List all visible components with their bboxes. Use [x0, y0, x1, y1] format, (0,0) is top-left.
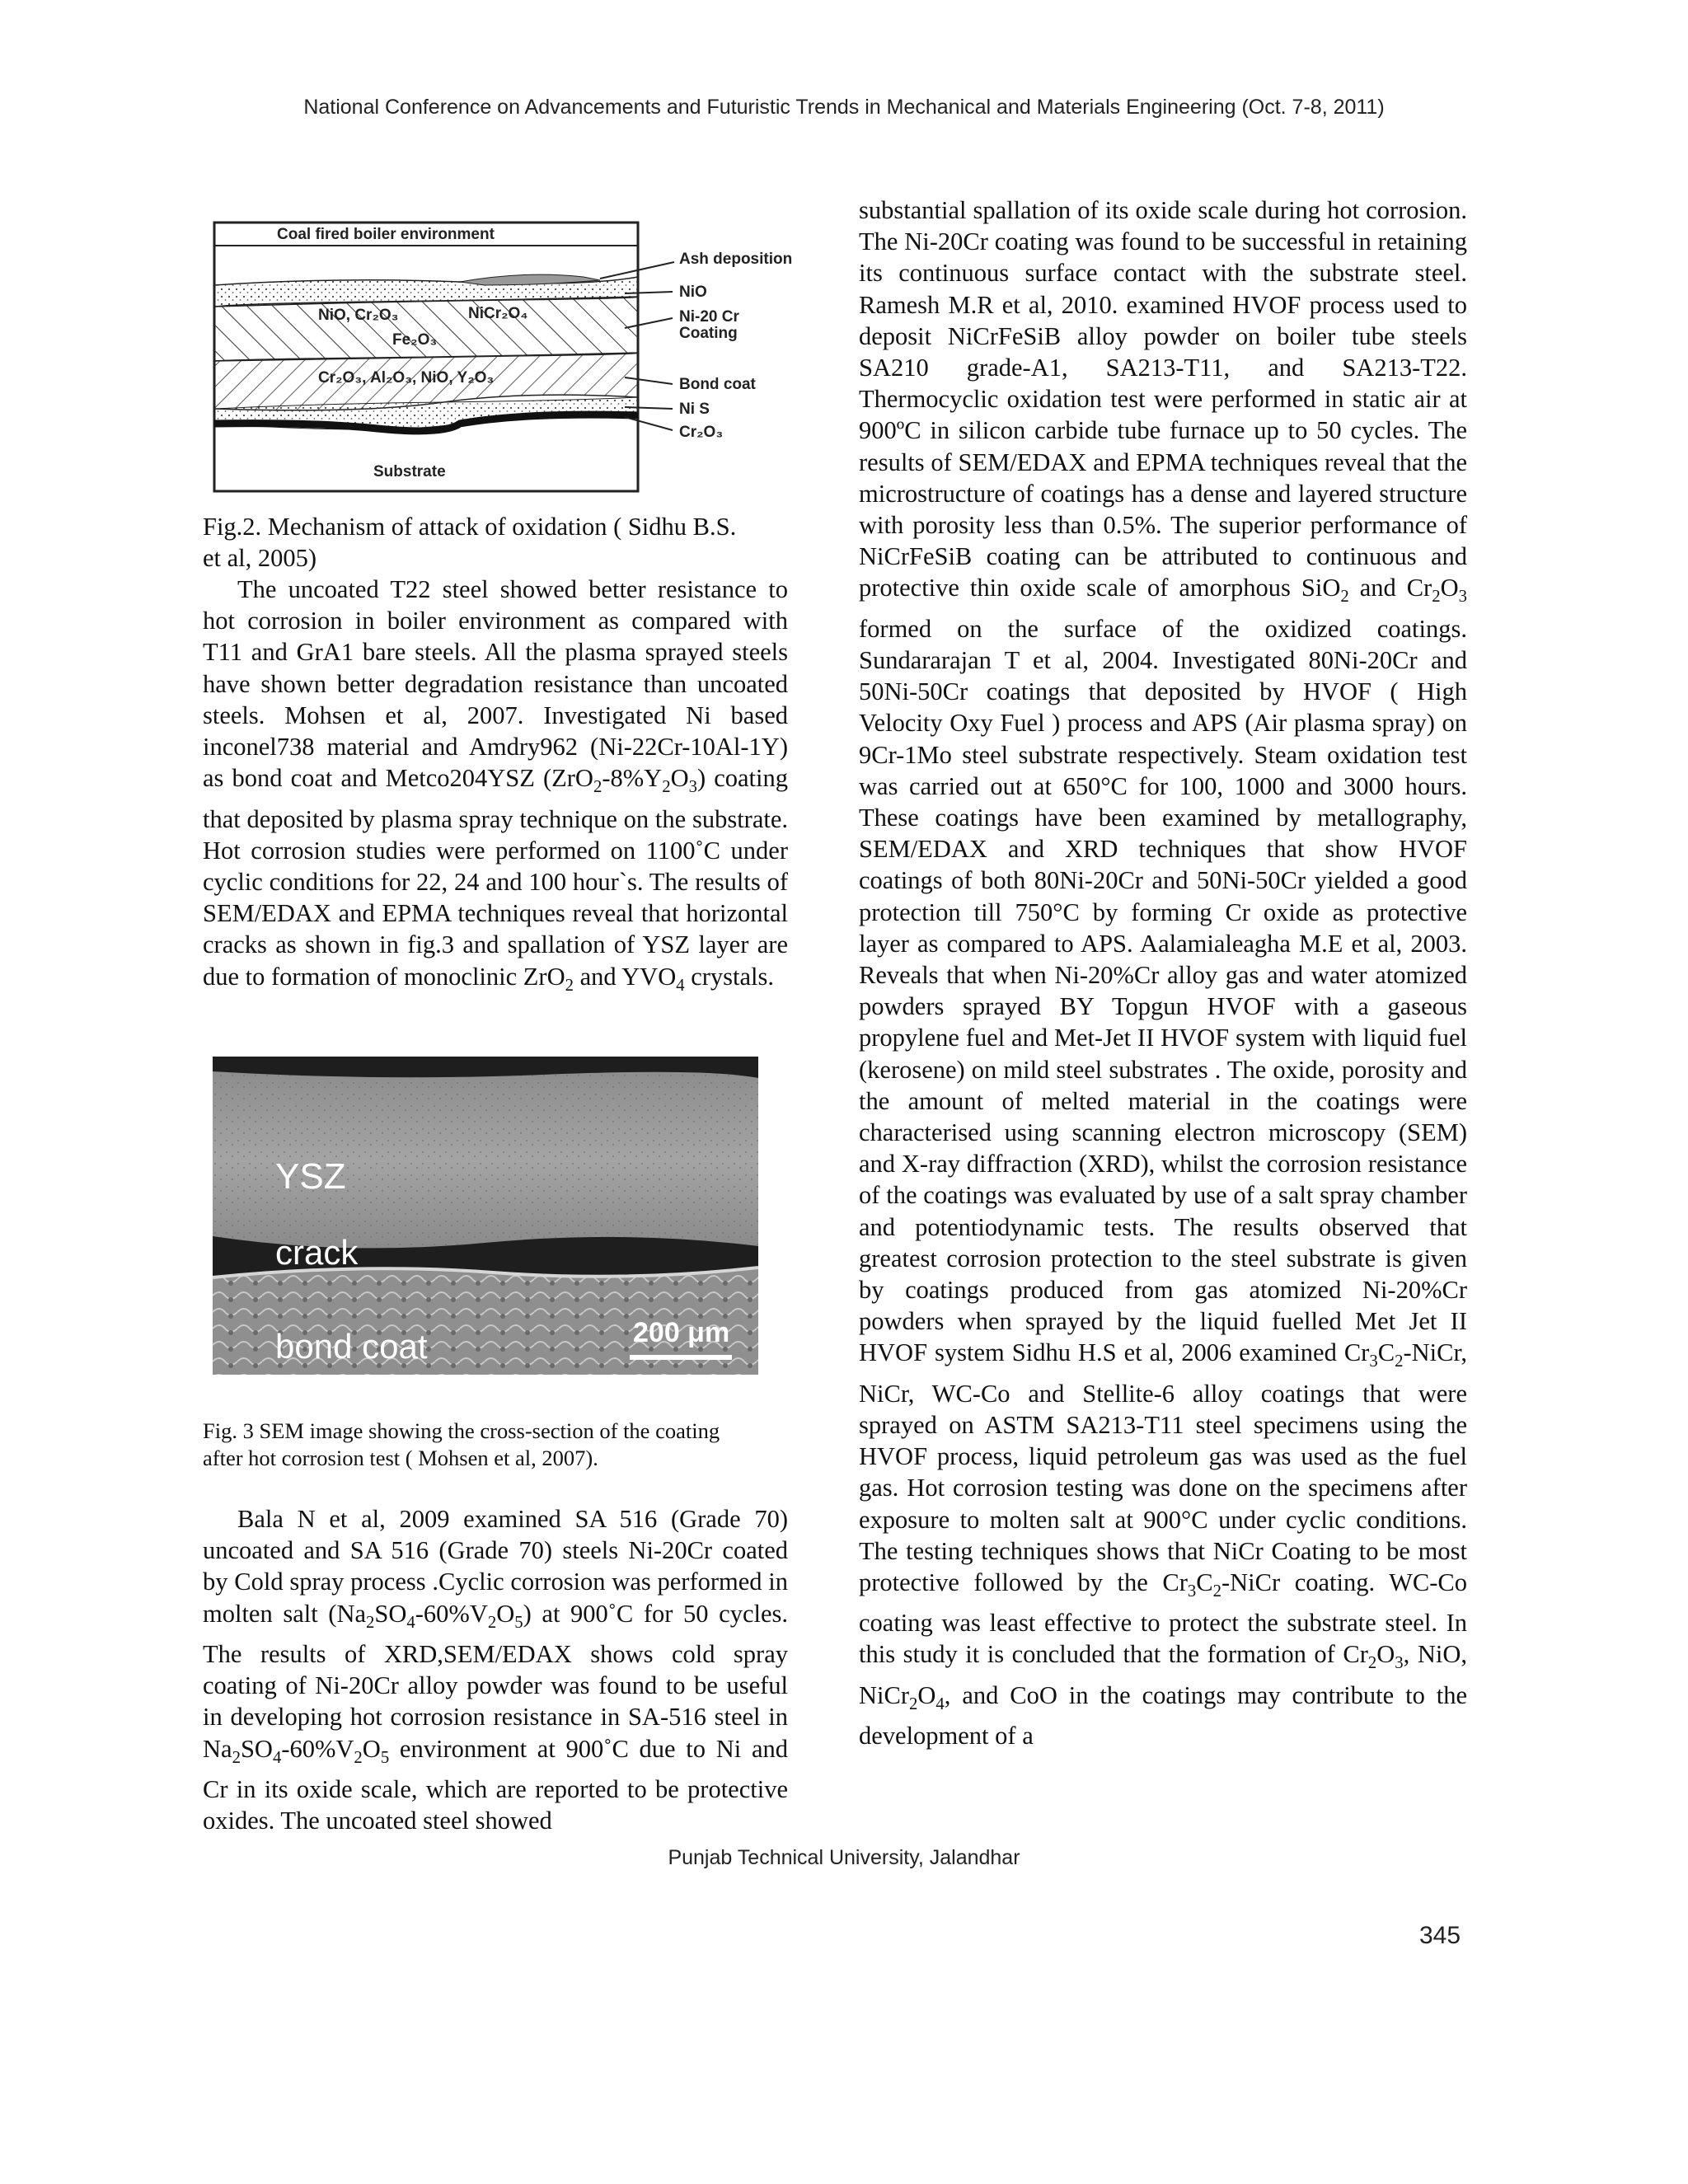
fig2-title: Coal fired boiler environment — [277, 226, 495, 243]
fig3-label-bond: bond coat — [275, 1327, 428, 1366]
left-paragraph-1 — [203, 574, 788, 1001]
fig3-scale-label: 200 μm — [633, 1317, 730, 1348]
fig2-callout-nio: NiO — [679, 284, 707, 301]
fig3-label-ysz: YSZ — [275, 1156, 346, 1197]
fig3-caption-line1: Fig. 3 SEM image showing the cross-section of the coating — [203, 1418, 720, 1443]
fig2-caption — [203, 511, 788, 574]
figure-2-svg — [213, 221, 806, 509]
running-header: National Conference on Advancements and Futuristic Trends in Mechanical and Materials Engineering (Oct. 7-8, 2011) — [303, 96, 1385, 119]
fig2-caption-line2: et al, 2005) — [203, 544, 317, 573]
fig2-label-bond-list: Cr₂O₃, Al₂O₃, NiO, Y₂O₃ — [318, 369, 495, 387]
fig3-caption-line2: after hot corrosion test ( Mohsen et al, 2007). — [203, 1446, 598, 1470]
fig2-label-substrate: Substrate — [373, 463, 446, 480]
fig2-callout-nis: Ni S — [679, 401, 710, 418]
fig2-caption-line1: Fig.2. Mechanism of attack of oxidation ( Sidhu B.S. — [203, 513, 737, 541]
fig2-callout-coating-2: Coating — [679, 325, 738, 342]
fig2-callout-cr2o3: Cr₂O₃ — [679, 424, 724, 441]
fig3-caption — [203, 1418, 788, 1472]
fig2-label-nio: NiO, Cr₂O₃ — [318, 307, 399, 324]
figure-3-sem-image — [213, 1057, 758, 1375]
right-column — [859, 194, 1467, 1751]
fig3-label-crack: crack — [275, 1233, 359, 1272]
left-para-2-text: Bala N et al, 2009 examined SA 516 (Grade 70) uncoated and SA 516 (Grade 70) steels Ni-20Cr coated by Cold spray process .Cyclic corrosion was performed in molten salt $(Na_2SO_4-60\%V_2O_5)$ at 900˚C for 50 cycles. The results of XRD,SEM/EDAX shows cold spray coating of Ni-20Cr alloy powder was found to be useful in developing hot corrosion resistance in SA-516 steel in $Na_2SO_4-60\%V_2O_5$ environment at 900˚C due to Ni and Cr in its oxide scale, which are reported to be protective oxides. The uncoated steel showed — [203, 1505, 788, 1835]
left-paragraph-2 — [203, 1503, 788, 1836]
fig2-callout-bond: Bond coat — [679, 376, 756, 393]
page-number: 345 — [1419, 1922, 1461, 1949]
fig2-callout-coating-1: Ni-20 Cr — [679, 308, 739, 326]
figure-2-schematic — [213, 221, 806, 509]
running-footer: Punjab Technical University, Jalandhar — [668, 1846, 1020, 1869]
fig2-label-nicr2o4: NiCr₂O₄ — [468, 305, 528, 322]
fig3-scale-bar — [630, 1355, 732, 1360]
figure-3-svg — [213, 1057, 758, 1375]
left-para-1-text: The uncoated T22 steel showed better resistance to hot corrosion in boiler environment as compared with T11 and GrA1 bare steels. All the plasma sprayed steels have shown better degradation resistance than uncoated steels. Mohsen et al, 2007. Investigated Ni based inconel738 material and Amdry962 (Ni-22Cr-10Al-1Y) as bond coat and Metco204YSZ $(ZrO_2-8\%Y_2O_3)$ coating that deposited by plasma spray technique on the substrate. Hot corrosion studies were performed on 1100˚C under cyclic conditions for 22, 24 and 100 hour`s. The results of SEM/EDAX and EPMA techniques reveal that horizontal cracks as shown in fig.3 and spallation of YSZ layer are due to formation of monoclinic ZrO$_2$ and $YVO_4$ crystals. — [203, 575, 788, 995]
right-para-text: substantial spallation of its oxide scale during hot corrosion. The Ni-20Cr coating was found to be successful in retaining its continuous surface contact with the substrate steel. Ramesh M.R et al, 2010. examined HVOF process used to deposit NiCrFeSiB alloy powder on boiler tube steels SA210 grade-A1, SA213-T11, and SA213-T22. Thermocyclic oxidation test were performed in static air at 900ºC in silicon carbide tube furnace up to 50 cycles. The results of SEM/EDAX and EPMA techniques reveal that the microstructure of coatings has a dense and layered structure with porosity less than 0.5%. The superior performance of NiCrFeSiB coating can be attributed to continuous and protective thin oxide scale of amorphous SiO$_2$ and $Cr_2O_3$ formed on the surface of the oxidized coatings. Sundararajan T et al, 2004. Investigated 80Ni-20Cr and 50Ni-50Cr coatings that deposited by HVOF ( High Velocity Oxy Fuel ) process and APS (Air plasma spray) on 9Cr-1Mo steel substrate respectively. Steam oxidation test was carried out at 650°C for 100, 1000 and 3000 hours. These coatings have been examined by metallography, SEM/EDAX and XRD techniques that show HVOF coatings of both 80Ni-20Cr and 50Ni-50Cr yielded a good protection till 750°C by forming Cr oxide as protective layer as compared to APS. Aalamialeagha M.E et al, 2003. Reveals that when Ni-20%Cr alloy gas and water atomized powders sprayed BY Topgun HVOF with a gaseous propylene fuel and Met-Jet II HVOF system with liquid fuel (kerosene) on mild steel substrates . The oxide, porosity and the amount of melted material in the coatings were characterised using scanning electron microscopy (SEM) and X-ray diffraction (XRD), whilst the corrosion resistance of the coatings was evaluated by use of a salt spray chamber and potentiodynamic tests. The results observed that greatest corrosion protection to the steel substrate is given by coatings produced from gas atomized Ni-20%Cr powders when sprayed by the liquid fuelled Met Jet II HVOF system Sidhu H.S et al, 2006 examined $Cr_3C_2$-NiCr, NiCr, WC-Co and Stellite-6 alloy coatings that were sprayed on ASTM SA213-T11 steel specimens using the HVOF process, liquid petroleum gas was used as the fuel gas. Hot corrosion testing was done on the specimens after exposure to molten salt at 900°C under cyclic conditions. The testing techniques shows that NiCr Coating to be most protective followed by the $Cr_3C_2$-NiCr coating. WC-Co coating was least effective to protect the substrate steel. In this study it is concluded that the formation of $Cr_2O_3$, NiO, $NiCr_2O_4$, and CoO in the coatings may contribute to the development of a — [859, 196, 1467, 1750]
fig2-callout-ash: Ash deposition — [679, 251, 793, 268]
fig2-label-fe2o3: Fe₂O₃ — [392, 331, 438, 349]
